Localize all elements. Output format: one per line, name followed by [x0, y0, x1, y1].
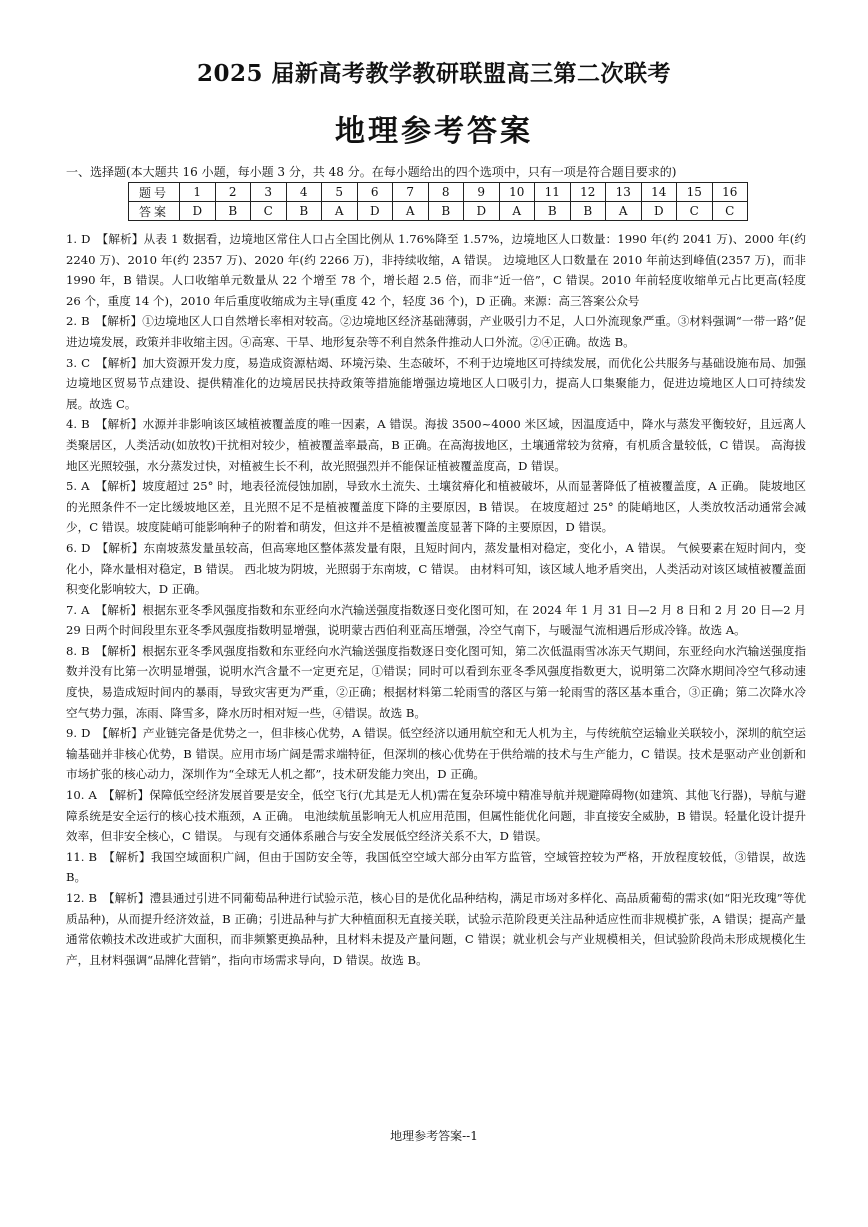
- explanation-item: [66, 476, 806, 538]
- question-number-cell: 10: [499, 183, 535, 202]
- answer-table: [128, 182, 748, 221]
- answer-cell: A: [322, 202, 358, 221]
- question-number-cell: 13: [606, 183, 642, 202]
- answer-cell: D: [464, 202, 500, 221]
- question-number-cell: 2: [215, 183, 251, 202]
- item-number: 2.: [66, 314, 78, 329]
- item-answer: A: [81, 479, 90, 494]
- item-number: 11.: [66, 849, 85, 864]
- item-answer: B: [81, 417, 90, 432]
- item-answer: A: [88, 788, 97, 803]
- item-text: 【解析】加大资源开发力度，易造成资源枯竭、环境污染、生态破坏，不利于边境地区可持续发展，而优化公共服务与基础设施布局、加强边境地区贸易节点建设、提供精准化的边境居民扶持政策等措施能增强边境地区人口吸引力，提高人口集聚能力，促进边境地区人口可持续发展。故选 C。: [66, 355, 806, 411]
- item-text: 【解析】水源并非影响该区域植被覆盖度的唯一因素，A 错误。海拔 3500~4000 米区域，因温度适中，降水与蒸发平衡较好，且远离人类聚居区，人类活动(如放牧)干扰相对较少，植被覆盖率最高，B 正确。在高海拔地区，土壤通常较为贫瘠，有机质含量较低，C 错误。 高海拔地区光照较强，水分蒸发过快，对植被生长不利，故光照强烈并不能保证植被覆盖度高，D 错误。: [66, 417, 806, 473]
- item-text: 【解析】根据东亚冬季风强度指数和东亚经向水汽输送强度指数逐日变化图可知，在 2024 年 1 月 31 日—2 月 8 日和 2 月 20 日—2 月 29 日两个时间段里东亚冬季风强度指数明显增强，说明蒙古西伯利亚高压增强，冷空气南下，与暖湿气流相遇后形成冷锋。故选 A。: [66, 602, 806, 638]
- explanation-item: [66, 723, 806, 785]
- item-number: 3.: [66, 355, 78, 370]
- answer-cell: C: [712, 202, 748, 221]
- question-number-cell: 16: [712, 183, 748, 202]
- explanation-item: [66, 414, 806, 476]
- item-text: 【解析】坡度超过 25° 时，地表径流侵蚀加剧，导致水土流失、土壤贫瘠化和植被破坏，从而显著降低了植被覆盖度，A 正确。 陡坡地区的光照条件不一定比缓坡地区差，且光照不足不是植被覆盖度下降的主要原因，B 错误。 在坡度超过 25° 的陡峭地区，人类放牧活动通常会减少，C 错误。坡度陡峭可能影响种子的附着和萌发，但这并不是植被覆盖度显著下降的主要原因，D 错误。: [66, 479, 806, 535]
- explanation-item: [66, 600, 806, 641]
- item-text: 【解析】根据东亚冬季风强度指数和东亚经向水汽输送强度指数逐日变化图可知，第二次低温雨雪冰冻天气期间，东亚经向水汽输送强度指数并没有比第一次明显增强，说明水汽含量不一定更充足，①错误；同时可以看到东亚冬季风强度指数更大，说明第二次降水期间冷空气移动速度快，易造成短时间内的暴雨，导致灾害更为严重，②正确；根据材料第二轮雨雪的落区与第一轮雨雪的落区基本重合，③正确；第二次降水冷空气势力强，冻雨、降雪多，降水历时相对短一些，④错误。故选 B。: [66, 643, 806, 720]
- item-text: 【解析】我国空域面积广阔，但由于国防安全等，我国低空空域大部分由军方监管，空域管控较为严格，开放程度较低，③错误，故选 B。: [66, 849, 806, 885]
- answer-cell: D: [357, 202, 393, 221]
- answer-cell: B: [428, 202, 464, 221]
- page-footer: 地理参考答案--1: [390, 1129, 478, 1143]
- item-answer: C: [81, 355, 90, 370]
- answer-cell: A: [499, 202, 535, 221]
- question-number-cell: 9: [464, 183, 500, 202]
- item-answer: D: [81, 540, 91, 555]
- answer-cell: C: [677, 202, 713, 221]
- item-answer: D: [81, 232, 91, 246]
- explanation-item: [66, 641, 806, 723]
- question-number-cell: 12: [570, 183, 606, 202]
- item-number: 12.: [66, 891, 85, 905]
- item-text: 【解析】产业链完备是优势之一，但非核心优势，A 错误。低空经济以通用航空和无人机为主，与传统航空运输业关联较小，深圳的航空运输基础并非核心优势，B 错误。应用市场广阔是需求端特征，但深圳的核心优势在于供给端的技术与生产能力，C 错误。技术是驱动产业创新和市场扩张的核心动力，深圳作为“全球无人机之都”，技术研发能力突出，D 正确。: [66, 726, 806, 782]
- item-answer: B: [81, 643, 90, 658]
- item-text: 【解析】①边境地区人口自然增长率相对较高。②边境地区经济基础薄弱，产业吸引力不足，人口外流现象严重。③材料强调“一带一路”促进边境发展，政策并非收缩主因。④高寒、干旱、地形复杂等不利自然条件推动人口外流。②④正确。故选 B。: [66, 314, 806, 349]
- item-number: 7.: [66, 602, 78, 617]
- item-number: 6.: [66, 540, 78, 555]
- item-answer: B: [81, 314, 90, 329]
- item-answer: A: [81, 602, 90, 617]
- item-text: 【解析】从表 1 数据看，边境地区常住人口占全国比例从 1.76%降至 1.57%，边境地区人口数量：1990 年(约 2041 万)、2000 年(约 2240 万)、2010 年(约 2357 万)、2020 年(约 2266 万)，非持续收缩，A 错误。 边境地区人口数量在 2010 年前达到峰值(2357 万)，而非 1990 年，B 错误。人口收缩单元数量从 22 个增至 78 个，增长超 2.5 倍，而非“近一倍”，C 错误。2010 年前轻度收缩单元占比更高(轻度 26 个，重度 14 个)，2010 年后重度收缩成为主导(重度 42 个，轻度 36 个)，D 正确。来源：高三答案公众号: [66, 232, 806, 308]
- explanation-item: [66, 785, 806, 847]
- answer-cell: A: [393, 202, 429, 221]
- item-number: 8.: [66, 643, 78, 658]
- document-subtitle: 地理参考答案: [335, 114, 533, 149]
- answer-cell: D: [641, 202, 677, 221]
- explanation-item: [66, 311, 806, 352]
- answer-cell: A: [606, 202, 642, 221]
- item-text: 【解析】东南坡蒸发量虽较高，但高寒地区整体蒸发量有限，且短时间内，蒸发量相对稳定，变化小，A 错误。 气候要素在短时间内，变化小，降水量相对稳定，B 错误。 西北坡为阴坡，光照弱于东南坡，C 错误。 由材料可知，该区域人地矛盾突出，人类活动对该区域植被覆盖面积变化影响较大，D 正确。: [66, 540, 806, 597]
- item-number: 4.: [66, 417, 78, 432]
- explanation-item: [66, 538, 806, 600]
- question-number-cell: 11: [535, 183, 571, 202]
- answer-cell: D: [180, 202, 216, 221]
- explanation-item: [66, 888, 806, 970]
- answer-table-row1-label: 题号: [129, 183, 180, 202]
- question-number-cell: 15: [677, 183, 713, 202]
- explanations-list: [66, 229, 806, 970]
- answer-cell: B: [286, 202, 322, 221]
- item-text: 【解析】澧县通过引进不同葡萄品种进行试验示范，核心目的是优化品种结构，满足市场对多样化、高品质葡萄的需求(如“阳光玫瑰”等优质品种)，从而提升经济效益，B 正确；引进品种与扩大种植面积无直接关联，试验示范阶段更关注品种适应性而非规模扩张，A 错误；提高产量通常依赖技术改进或扩大面积，而非频繁更换品种，且材料未提及产量问题，C 错误；就业机会与产业规模相关，但试验阶段尚未形成规模化生产，且材料强调“品牌化营销”，指向市场需求导向，D 错误。故选 B。: [66, 891, 806, 967]
- answer-cell: B: [215, 202, 251, 221]
- question-number-cell: 4: [286, 183, 322, 202]
- item-answer: B: [88, 891, 97, 905]
- question-number-cell: 1: [180, 183, 216, 202]
- explanation-item: [66, 847, 806, 888]
- item-answer: D: [81, 726, 91, 741]
- answer-cell: C: [251, 202, 287, 221]
- question-number-cell: 5: [322, 183, 358, 202]
- item-number: 1.: [66, 232, 78, 246]
- exam-title: 2025 届新高考教学教研联盟高三第二次联考: [196, 60, 672, 87]
- answer-table-number-row: [129, 183, 748, 202]
- question-number-cell: 3: [251, 183, 287, 202]
- question-number-cell: 6: [357, 183, 393, 202]
- item-number: 9.: [66, 726, 78, 741]
- question-number-cell: 14: [641, 183, 677, 202]
- explanation-item: [66, 229, 806, 311]
- item-text: 【解析】保障低空经济发展首要是安全，低空飞行(尤其是无人机)需在复杂环境中精准导航并规避障碍物(如建筑、其他飞行器)，导航与避障系统是安全运行的核心技术瓶颈，A 正确。 电池续航虽影响无人机应用范围，但属性能优化问题，非直接安全威胁，B 错误。轻量化设计提升效率，但非安全核心，C 错误。 与现有交通体系融合与安全发展低空经济关系不大，D 错误。: [66, 788, 806, 844]
- answer-table-row2-label: 答案: [129, 202, 180, 221]
- item-number: 5.: [66, 479, 78, 494]
- answer-cell: B: [570, 202, 606, 221]
- answer-cell: B: [535, 202, 571, 221]
- item-answer: B: [88, 849, 97, 864]
- question-number-cell: 8: [428, 183, 464, 202]
- answer-table-answer-row: [129, 202, 748, 221]
- item-number: 10.: [66, 788, 85, 803]
- question-number-cell: 7: [393, 183, 429, 202]
- explanation-item: [66, 353, 806, 415]
- section-heading: 一、选择题(本大题共 16 小题，每小题 3 分，共 48 分。在每小题给出的四个选项中，只有一项是符合题目要求的): [66, 165, 677, 179]
